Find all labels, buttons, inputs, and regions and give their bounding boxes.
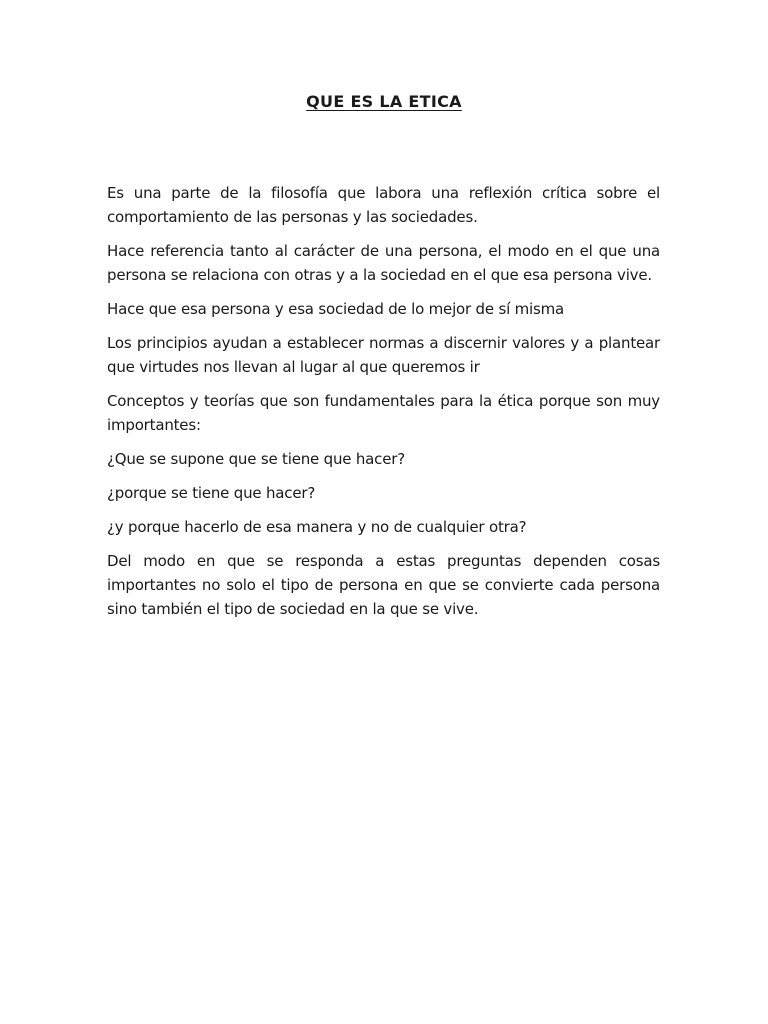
question-why: ¿porque se tiene que hacer? — [107, 484, 316, 502]
document-body — [107, 181, 660, 631]
paragraph-definition: Es una parte de la filosofía que labora una reflexión crítica sobre el comportamiento de las personas y las sociedades. — [107, 184, 660, 226]
paragraph-best-self: Hace que esa persona y esa sociedad de lo mejor de sí misma — [107, 300, 565, 318]
paragraph-principles: Los principios ayudan a establecer normas a discernir valores y a plantear que virtudes nos llevan al lugar al que queremos ir — [107, 334, 660, 376]
document-title: QUE ES LA ETICA — [306, 92, 462, 111]
question-what: ¿Que se supone que se tiene que hacer? — [107, 450, 405, 468]
paragraph-reference: Hace referencia tanto al carácter de una persona, el modo en el que una persona se relaciona con otras y a la sociedad en el que esa persona vive. — [107, 242, 660, 284]
paragraph-conclusion: Del modo en que se responda a estas preguntas dependen cosas importantes no solo el tipo de persona en que se convierte cada persona sino también el tipo de sociedad en la que se vive. — [107, 552, 660, 618]
question-how: ¿y porque hacerlo de esa manera y no de cualquier otra? — [107, 518, 527, 536]
paragraph-concepts: Conceptos y teorías que son fundamentales para la ética porque son muy importantes: — [107, 392, 660, 434]
